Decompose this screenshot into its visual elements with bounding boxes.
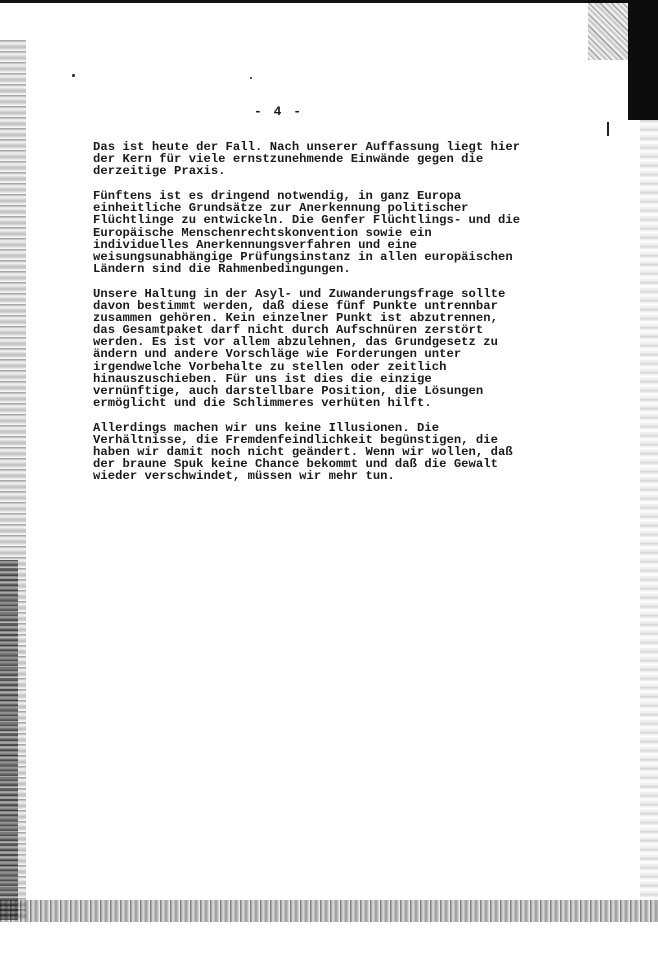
scan-top-edge [0,0,658,3]
paragraph [93,141,533,177]
text-line: Das ist heute der Fall. Nach unserer Auffassung liegt hier [93,140,521,154]
text-line: der Kern für viele ernstzunehmende Einwände gegen die [93,152,484,167]
scan-dot [72,74,75,77]
scan-dot [250,77,252,79]
page-number: - 4 - [254,104,304,119]
text-line: das Gesamtpaket darf nicht durch Aufschnüren zerstört [93,323,484,338]
text-line: davon bestimmt werden, daß diese fünf Punkte untrennbar [93,299,499,314]
text-line: zusammen gehören. Kein einzelner Punkt ist abzutrennen, [93,311,499,326]
text-line: vernünftige, auch darstellbare Position, die Lösungen [93,383,484,398]
paragraph [93,422,533,482]
scan-speckle [588,0,628,60]
paragraph [93,288,533,409]
text-line: Ländern sind die Rahmenbedingungen. [93,261,351,276]
scan-right-edge [640,120,658,900]
scan-left-edge-dark [0,560,18,920]
text-line: wieder verschwindet, müssen wir mehr tun. [93,469,395,484]
text-line: Fünftens ist es dringend notwendig, in ganz Europa [93,189,462,204]
text-line: Verhältnisse, die Fremdenfeindlichkeit begünstigen, die [93,432,499,447]
text-line: derzeitige Praxis. [93,164,226,179]
text-line: der braune Spuk keine Chance bekommt und daß die Gewalt [93,457,499,472]
paragraph [93,190,533,275]
text-line: ändern und andere Vorschläge wie Forderungen unter [93,347,462,362]
scan-right-bar [628,0,658,120]
text-line: Allerdings machen wir uns keine Illusionen. Die [93,420,440,435]
scan-bottom-edge [0,900,658,922]
text-line: Unsere Haltung in der Asyl- und Zuwanderungsfrage sollte [93,286,506,301]
text-line: haben wir damit noch nicht geändert. Wenn wir wollen, daß [93,445,513,460]
text-line: individuelles Anerkennungsverfahren und eine [93,237,418,252]
text-line: weisungsunabhängige Prüfungsinstanz in allen europäischen [93,249,513,264]
text-line: einheitliche Grundsätze zur Anerkennung politischer [93,201,469,216]
scan-tick [607,122,609,136]
text-line: Europäische Menschenrechtskonvention sowie ein [93,225,432,240]
text-line: hinauszuschieben. Für uns ist dies die einzige [93,371,432,386]
text-line: ermöglicht und die Schlimmeres verhüten hilft. [93,395,432,410]
text-line: irgendwelche Vorbehalte zu stellen oder zeitlich [93,359,447,374]
text-line: werden. Es ist vor allem abzulehnen, das Grundgesetz zu [93,335,499,350]
text-line: Flüchtlinge zu entwickeln. Die Genfer Flüchtlings- und die [93,213,521,228]
body-text [93,141,533,495]
